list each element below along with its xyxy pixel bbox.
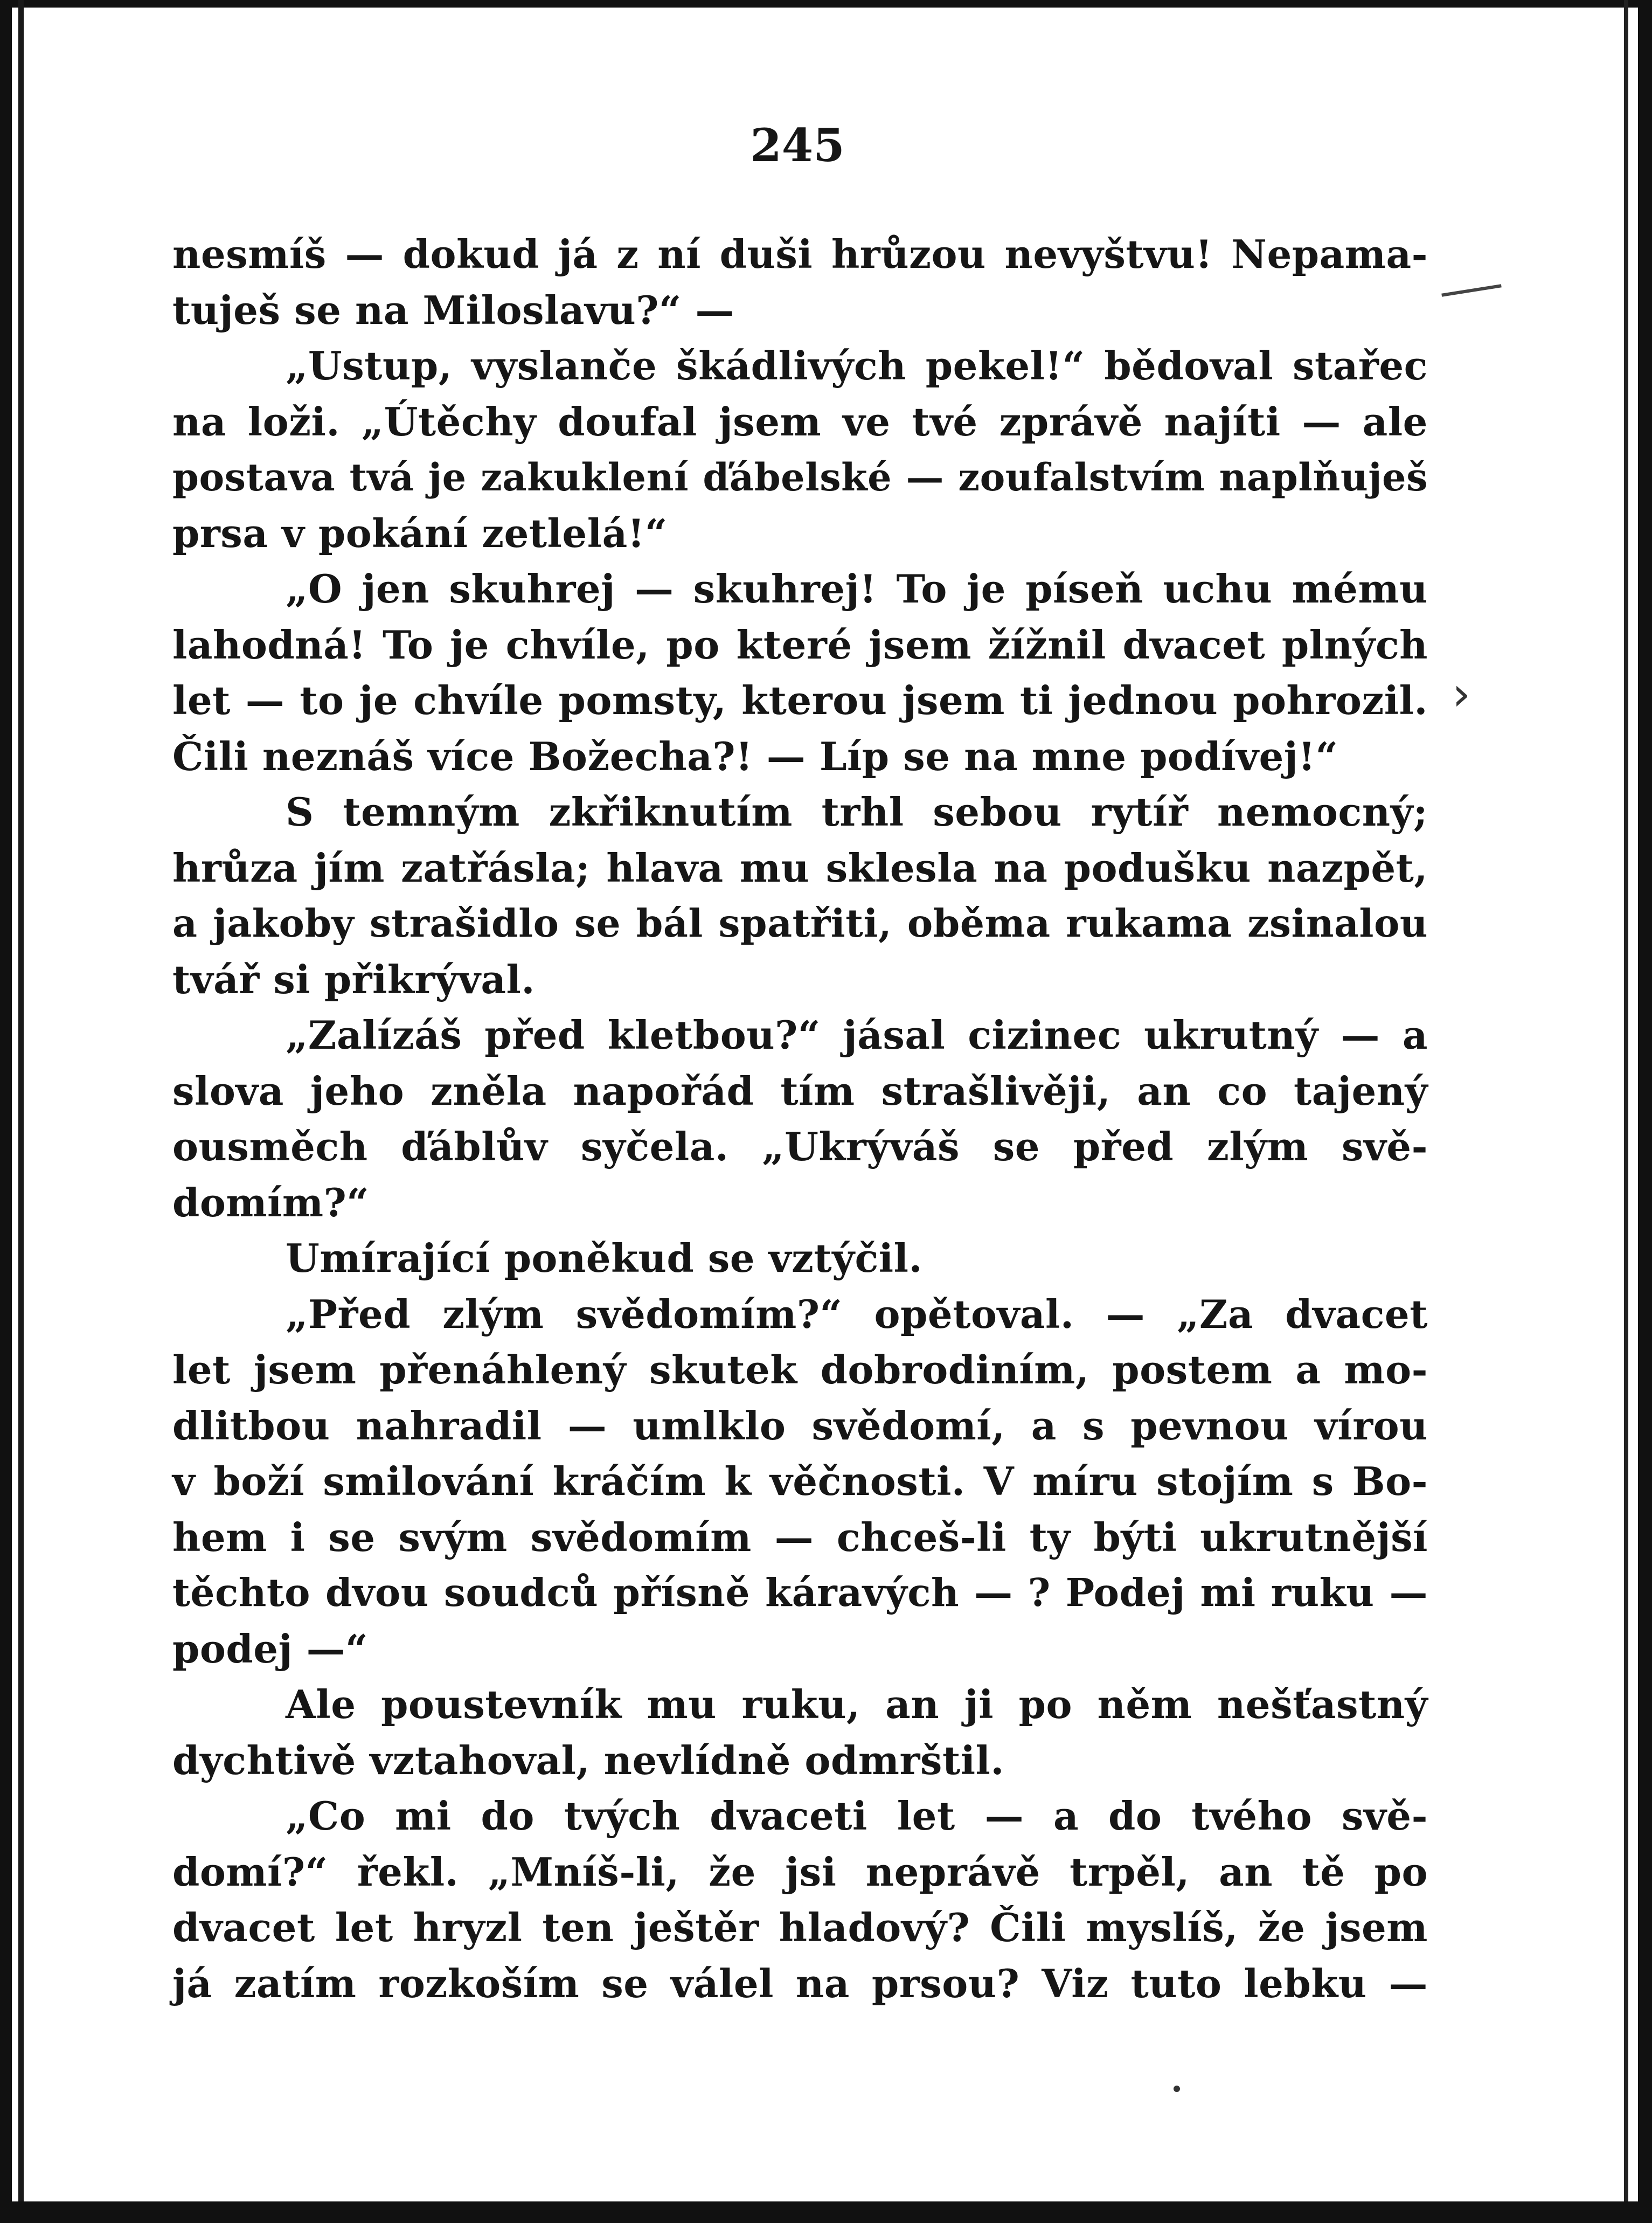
ink-speck xyxy=(1174,2086,1180,2092)
text-line: lahodná! To je chvíle, po které jsem žížnil dvacet plných xyxy=(172,621,1428,668)
text-line: postava tvá je zakuklení ďábelské — zoufalstvím naplňuješ xyxy=(172,455,1428,500)
margin-pencil-mark xyxy=(1441,284,1502,296)
text-line: „Co mi do tvých dvaceti let — a do tvého svě- xyxy=(286,1793,1428,1839)
text-line: let — to je chvíle pomsty, kterou jsem ti jednou pohrozil. xyxy=(172,677,1428,723)
text-line: tuješ se na Miloslavu?“ — xyxy=(172,287,734,333)
text-line: „O jen skuhrej — skuhrej! To je píseň uchu mému xyxy=(286,566,1428,612)
scan-edge-left-inner xyxy=(18,0,24,2223)
text-line: ousměch ďáblův syčela. „Ukrýváš se před zlým svě- xyxy=(172,1124,1428,1169)
text-line: podej —“ xyxy=(172,1625,369,1672)
text-line: hrůza jím zatřásla; hlava mu sklesla na podušku nazpět, xyxy=(172,844,1428,891)
text-line: tvář si přikrýval. xyxy=(172,956,535,1002)
scan-edge-right xyxy=(1638,0,1652,2223)
text-line: Ale poustevník mu ruku, an ji po něm nešťastný xyxy=(286,1681,1428,1727)
text-line: já zatím rozkoším se válel na prsou? Viz tuto lebku — xyxy=(172,1960,1428,2006)
text-line: a jakoby strašidlo se bál spatřiti, oběma rukama zsinalou xyxy=(172,901,1428,946)
scan-edge-right-inner xyxy=(1624,0,1628,2223)
text-line: nesmíš — dokud já z ní duši hrůzou nevyštvu! Nepama- xyxy=(172,231,1428,277)
text-line: v boží smilování kráčím k věčnosti. V míru stojím s Bo- xyxy=(172,1458,1428,1504)
text-line: domí?“ řekl. „Mníš-li, že jsi neprávě trpěl, an tě po xyxy=(172,1848,1428,1895)
scan-edge-bottom xyxy=(0,2201,1652,2223)
text-line: na loži. „Útěchy doufal jsem ve tvé zprávě najíti — ale xyxy=(172,398,1428,445)
text-line: „Zalízáš před kletbou?“ jásal cizinec ukrutný — a xyxy=(286,1012,1428,1058)
text-line: let jsem přenáhlený skutek dobrodiním, postem a mo- xyxy=(172,1347,1428,1393)
text-line: Umírající poněkud se vztýčil. xyxy=(286,1235,923,1281)
body-text xyxy=(172,226,1428,2011)
scan-edge-top xyxy=(0,0,1652,8)
page-number: 245 xyxy=(750,119,845,172)
text-line: dychtivě vztahoval, nevlídně odmrštil. xyxy=(172,1737,1004,1783)
text-line: dvacet let hryzl ten ještěr hladový? Čili myslíš, že jsem xyxy=(172,1905,1428,1950)
text-line: „Ustup, vyslanče škádlivých pekel!“ bědoval stařec xyxy=(286,343,1428,389)
text-line: slova jeho zněla napořád tím strašlivěji, an co tajený xyxy=(172,1068,1428,1114)
text-line: dlitbou nahradil — umlklo svědomí, a s pevnou vírou xyxy=(172,1402,1428,1449)
text-line: hem i se svým svědomím — chceš-li ty býti ukrutnější xyxy=(172,1514,1428,1560)
scan-edge-left xyxy=(0,0,12,2223)
text-line: „Před zlým svědomím?“ opětoval. — „Za dvacet xyxy=(286,1291,1428,1337)
text-line: domím?“ xyxy=(172,1179,370,1225)
text-line: těchto dvou soudců přísně káravých — ? Podej mi ruku — xyxy=(172,1570,1428,1615)
text-line: S temným zkřiknutím trhl sebou rytíř nemocný; xyxy=(286,789,1428,835)
text-line: Čili neznáš více Božecha?! — Líp se na mne podívej!“ xyxy=(172,733,1338,779)
margin-chevron-mark: › xyxy=(1452,667,1471,721)
text-line: prsa v pokání zetlelá!“ xyxy=(172,510,668,556)
